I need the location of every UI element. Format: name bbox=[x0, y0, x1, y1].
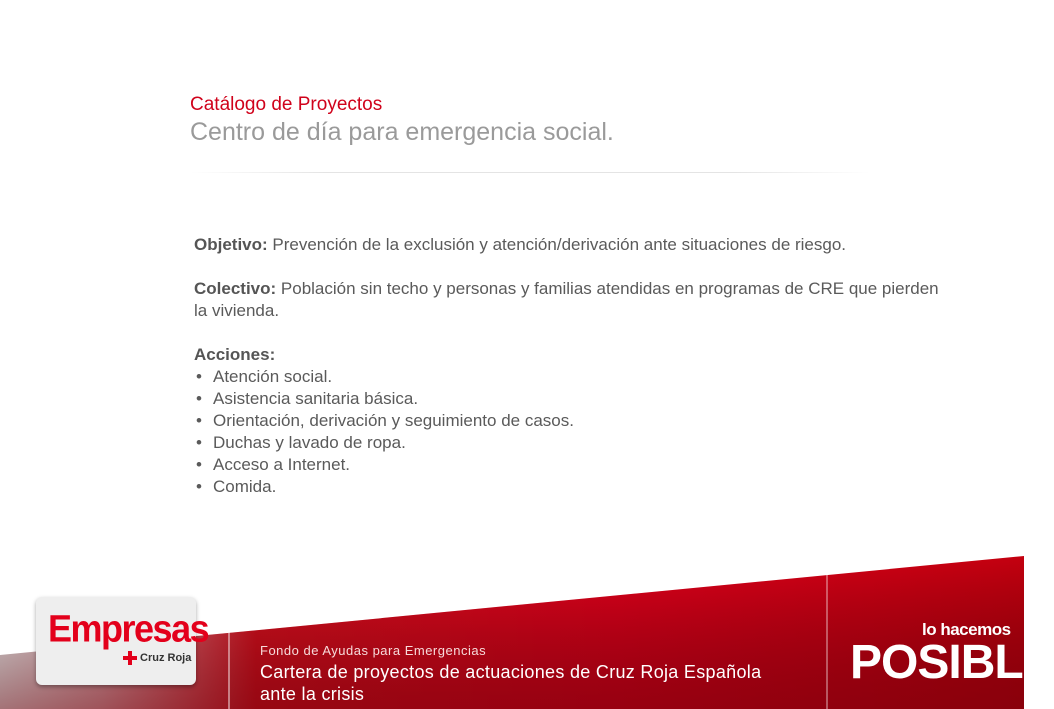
objective-text: Prevención de la exclusión y atención/derivación ante situaciones de riesgo. bbox=[267, 235, 847, 254]
catalog-label: Catálogo de Proyectos bbox=[190, 94, 383, 115]
list-item: • Atención social. bbox=[194, 366, 954, 388]
footer-text bbox=[260, 643, 761, 705]
portfolio-title-line1: Cartera de proyectos de actuaciones de Cruz Roja Española bbox=[260, 662, 762, 682]
footer-separator bbox=[826, 572, 828, 709]
list-item: • Comida. bbox=[194, 476, 954, 498]
fund-name: Fondo de Ayudas para Emergencias bbox=[260, 643, 487, 658]
footer-separator bbox=[228, 626, 230, 709]
collective-label: Colectivo: bbox=[194, 279, 277, 298]
list-item: • Duchas y lavado de ropa. bbox=[194, 432, 954, 454]
objective-label: Objetivo: bbox=[194, 235, 268, 254]
actions-label: Acciones: bbox=[194, 345, 276, 364]
portfolio-title-line2: ante la crisis bbox=[260, 684, 365, 704]
list-item: • Asistencia sanitaria básica. bbox=[194, 388, 954, 410]
slogan-main: POSIBLE bbox=[850, 636, 1054, 689]
empresas-cruz-roja-logo bbox=[36, 597, 209, 685]
list-item: • Acceso a Internet. bbox=[194, 454, 954, 476]
red-cross-icon bbox=[123, 651, 137, 665]
collective-text: Población sin techo y personas y familias atendidas en programas de CRE que pierden la vivienda. bbox=[194, 279, 939, 320]
slogan-top: lo hacemos bbox=[922, 620, 1011, 639]
slide-title: Centro de día para emergencia social. bbox=[190, 118, 614, 146]
logo-subtitle: Cruz Roja bbox=[140, 652, 192, 664]
list-item: • Orientación, derivación y seguimiento de casos. bbox=[194, 410, 954, 432]
logo-wordmark: Empresas bbox=[48, 606, 209, 650]
